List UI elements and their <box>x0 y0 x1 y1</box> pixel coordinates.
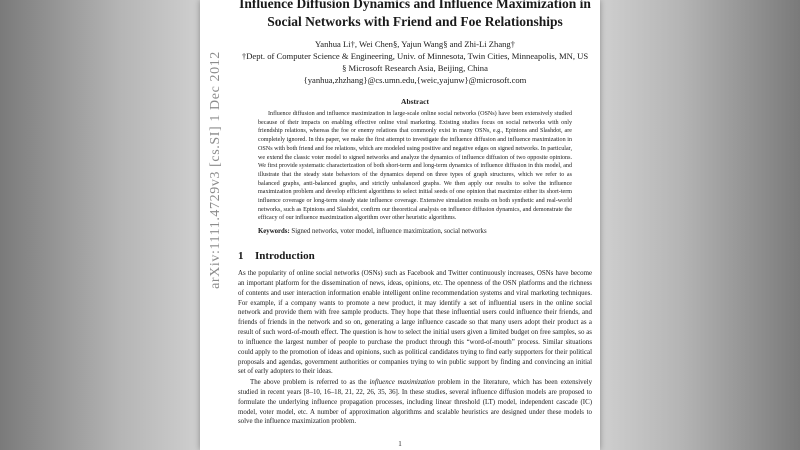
section-title: Introduction <box>255 250 315 262</box>
intro-p2-text-start: The above problem is referred to as the <box>250 379 370 386</box>
paper-title <box>230 0 600 31</box>
affiliation-msra: § Microsoft Research Asia, Beijing, China <box>342 63 488 73</box>
intro-paragraph-1: As the popularity of online social networks (OSNs) such as Facebook and Twitter continuously increases, OSNs have become an important platform for the dissemination of news, ideas, opinions, etc. The openness of the OSN platforms and the richness of contents and user interaction information enable intelligent online recommendation systems and viral marketing techniques. For example, if a company wants to promote a new product, it may identify a set of influential users in the online social network and provide them with free sample products. They hope that these influential users could influence their friends, and friends of friends in the network and so on, generating a large influence cascade so that many users adopt their product as a result of such word-of-mouth effect. The question is how to select the initial users given a limited budget on free samples, so as to influence the largest number of people to purchase the product through this “word-of-mouth” process. Similar situations could apply to the promotion of ideas and opinions, such as political candidates trying to find early supporters for their political proposals and agendas, government authorities or companies trying to win public support by finding and convincing an initial set of early adopters to their ideas. <box>238 270 592 376</box>
affiliation-umn: †Dept. of Computer Science & Engineering, Univ. of Minnesota, Twin Cities, Minneapolis, MN, US <box>241 51 589 61</box>
intro-p2-text-end: problem in the literature, which has been extensively studied in recent years [8–10, 16–18, 21, 22, 26, 35, 36]. In these studies, several influence diffusion models are proposed to formulate the underlying influence propagation processes, including linear threshold (LT) model, independent cascade (IC) model, voter model, etc. A number of approximation algorithms and scalable heuristics are designed under these models to solve the influence maximization problem. <box>238 379 593 426</box>
page-number: 1 <box>398 440 402 448</box>
keywords-label: Keywords: <box>258 228 290 235</box>
section-number: 1 <box>238 250 244 262</box>
paper-title-line-1: Influence Diffusion Dynamics and Influence Maximization in <box>239 0 591 11</box>
viewer-backdrop-left <box>0 0 200 450</box>
abstract-heading: Abstract <box>401 97 429 106</box>
keywords-text: Signed networks, voter model, influence maximization, social networks <box>291 228 487 235</box>
keywords-line <box>258 228 572 235</box>
paper-title-line-2: Social Networks with Friend and Foe Relationships <box>267 14 563 29</box>
section-heading-introduction <box>238 250 315 262</box>
author-block <box>230 38 600 86</box>
viewer-backdrop-right <box>600 0 800 450</box>
arxiv-identifier-text: arXiv:1111.4729v3 [cs.SI] 1 Dec 2012 <box>208 51 223 289</box>
document-page <box>200 0 600 450</box>
intro-paragraph-2 <box>238 378 592 427</box>
author-emails: {yanhua,zhzhang}@cs.umn.edu,{weic,yajunw}@microsoft.com <box>303 75 527 85</box>
author-names: Yanhua Li†, Wei Chen§, Yajun Wang§ and Zhi-Li Zhang† <box>314 39 516 49</box>
arxiv-identifier-stamp <box>204 20 228 320</box>
abstract-body: Influence diffusion and influence maximization in large-scale online social networks (OSNs) have been extensively studied because of their impacts on enabling effective online viral marketing. Existing studies focus on social networks with only friendship relations, whereas the foe or enemy relations that commonly exist in many OSNs, e.g., Epinions and Slashdot, are completely ignored. In this paper, we make the first attempt to investigate the influence diffusion and influence maximization in OSNs with both friend and foe relations, which are modeled using positive and negative edges on signed networks. In particular, we extend the classic voter model to signed networks and analyze the dynamics of influence diffusion of two opposite opinions. We first provide systematic characterization of both short-term and long-term dynamics of influence diffusion in this model, and illustrate that the steady state behaviors of the dynamics depend on three types of graph structures, which we refer to as balanced graphs, anti-balanced graphs, and strictly unbalanced graphs. We then apply our results to solve the influence maximization problem and develop efficient algorithms to select initial seeds of one opinion that maximize either its short-term influence coverage or long-term steady state influence coverage. Extensive simulation results on both synthetic and real-world networks, such as Epinions and Slashdot, confirm our theoretical analysis on influence diffusion dynamics, and demonstrate the efficacy of our influence maximization algorithm over other heuristic algorithms. <box>258 111 572 222</box>
intro-p2-emphasis: influence maximization <box>369 379 435 386</box>
